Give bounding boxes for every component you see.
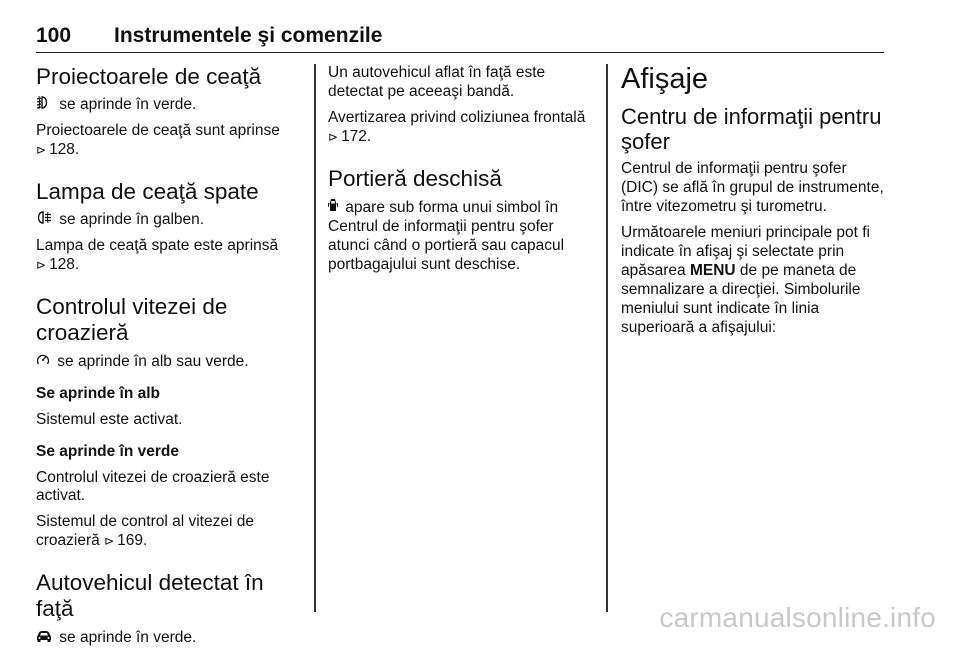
door-open-icon xyxy=(328,198,338,216)
reference-arrow-icon: ⊳ xyxy=(104,534,115,549)
reference-arrow-icon: ⊳ xyxy=(36,143,47,158)
paragraph: Proiectoarele de ceaţă sunt aprinse ⊳ 128. xyxy=(36,122,280,159)
subheading-white: Se aprinde în alb xyxy=(36,384,161,402)
paragraph: Sistemul de control al vitezei de croazieră ⊳ 169. xyxy=(36,513,254,550)
subsection-heading-dic: Centru de informaţii pentru şofer xyxy=(621,103,882,155)
section-heading-rear-fog: Lampa de ceaţă spate xyxy=(36,179,259,205)
paragraph: Avertizarea privind coliziunea frontală ⊳ 172. xyxy=(328,108,586,145)
section-heading-door-open: Portieră deschisă xyxy=(328,165,502,191)
section-heading-displays: Afişaje xyxy=(621,63,709,95)
vehicle-ahead-icon xyxy=(36,629,52,646)
page-number: 100 xyxy=(36,24,72,47)
subheading-green: Se aprinde în verde xyxy=(36,442,179,460)
front-fog-lamp-icon xyxy=(36,96,52,113)
paragraph: se aprinde în alb sau verde. xyxy=(36,353,304,372)
rear-fog-lamp-icon xyxy=(36,211,52,228)
paragraph: Următoarele meniuri principale pot fi indicate în afişaj şi selectate prin apăsarea MENU de pe maneta de semnalizare a direcţiei. Simbolurile meniului sunt indicate în linia superioară a afişajului: xyxy=(621,224,870,336)
paragraph: Lampa de ceaţă spate este aprinsă ⊳ 128. xyxy=(36,237,279,274)
cruise-control-icon xyxy=(36,353,50,370)
chapter-title: Instrumentele şi comenzile xyxy=(114,24,383,47)
paragraph: Sistemul este activat. xyxy=(36,410,183,428)
paragraph: Centrul de informaţii pentru şofer (DIC) se află în grupul de instrumente, între vitezometru şi turometru. xyxy=(621,160,884,216)
reference-arrow-icon: ⊳ xyxy=(328,129,339,144)
page-header xyxy=(36,22,884,53)
menu-keyword: MENU xyxy=(689,262,736,280)
paragraph: se aprinde în verde. xyxy=(36,96,304,115)
reference-arrow-icon: ⊳ xyxy=(36,258,47,273)
section-heading-vehicle-ahead: Autovehicul detectat în faţă xyxy=(36,570,264,622)
paragraph: Un autovehicul aflat în faţă este detectat pe aceeaşi bandă. xyxy=(328,64,546,100)
column-left xyxy=(36,64,304,655)
paragraph: Controlul vitezei de croazieră este activat. xyxy=(36,468,270,505)
column-divider xyxy=(314,64,316,612)
paragraph: se aprinde în galben. xyxy=(36,211,304,230)
watermark: carmanualsonline.info xyxy=(659,602,936,633)
section-heading-front-fog: Proiectoarele de ceaţă xyxy=(36,64,262,89)
column-middle xyxy=(328,64,596,282)
section-heading-cruise-control: Controlul vitezei de croazieră xyxy=(36,294,228,346)
paragraph: apare sub forma unui simbol în Centrul de informaţii pentru şofer atunci când o portieră sau capacul portbagajului sunt deschise. xyxy=(328,198,565,273)
paragraph: se aprinde în verde. xyxy=(36,629,304,648)
column-divider xyxy=(606,64,608,612)
column-right xyxy=(621,64,887,345)
